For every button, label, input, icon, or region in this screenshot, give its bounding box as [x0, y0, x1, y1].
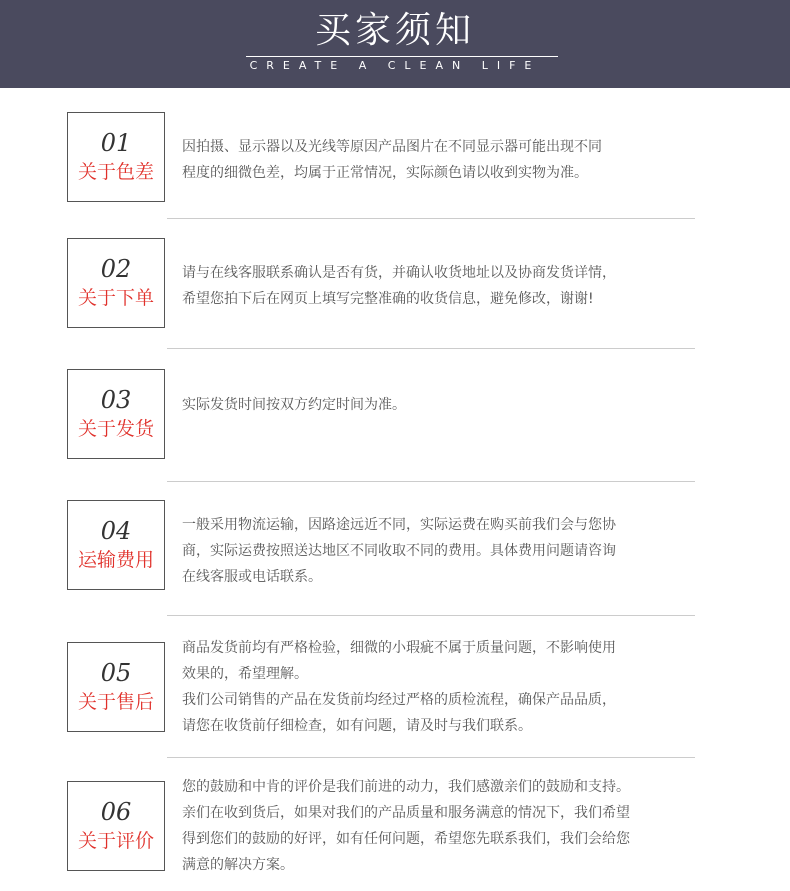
description-line: 请与在线客服联系确认是否有货，并确认收货地址以及协商发货详情， [182, 265, 616, 281]
description-line: 程度的细微色差，均属于正常情况，实际颜色请以收到实物为准。 [182, 165, 588, 181]
section-description [182, 635, 702, 739]
description-line: 在线客服或电话联系。 [182, 569, 322, 585]
section-number-box [67, 500, 165, 590]
section-label: 关于色差 [77, 161, 154, 183]
page-subtitle: CREATE A CLEAN LIFE [249, 59, 541, 72]
description-line: 效果的，希望理解。 [182, 666, 308, 682]
header-divider [246, 56, 558, 57]
description-line: 得到您们的鼓励的好评，如有任何问题，希望您先联系我们，我们会给您 [182, 831, 630, 847]
header-banner [0, 0, 790, 88]
description-line: 亲们在收到货后，如果对我们的产品质量和服务满意的情况下，我们希望 [182, 805, 630, 821]
section-number: 03 [100, 386, 132, 414]
section-number: 05 [100, 659, 132, 687]
section-number: 02 [100, 255, 132, 283]
description-line: 您的鼓励和中肯的评价是我们前进的动力，我们感激亲们的鼓励和支持。 [182, 779, 630, 795]
section-description [182, 774, 702, 878]
section-number-box [67, 369, 165, 459]
section-label: 关于评价 [77, 830, 154, 852]
section-number-box [67, 112, 165, 202]
description-line: 因拍摄、显示器以及光线等原因产品图片在不同显示器可能出现不同 [182, 139, 602, 155]
section-label: 关于发货 [77, 418, 154, 440]
description-line: 商品发货前均有严格检验，细微的小瑕疵不属于质量问题，不影响使用 [182, 640, 616, 656]
section-number-box [67, 642, 165, 732]
section-divider [167, 348, 695, 349]
section-description [182, 260, 702, 312]
description-line: 我们公司销售的产品在发货前均经过严格的质检流程，确保产品品质， [182, 692, 616, 708]
section-description [182, 512, 702, 590]
section-description [182, 134, 702, 186]
description-line: 商，实际运费按照送达地区不同收取不同的费用。具体费用问题请咨询 [182, 543, 616, 559]
page-title: 买家须知 [314, 10, 475, 51]
section-number: 06 [100, 798, 132, 826]
section-number: 04 [100, 517, 132, 545]
section-number: 01 [100, 129, 132, 157]
section-label: 关于售后 [77, 691, 154, 713]
section-label: 关于下单 [77, 287, 154, 309]
description-line: 实际发货时间按双方约定时间为准。 [182, 397, 406, 413]
section-number-box [67, 238, 165, 328]
description-line: 满意的解决方案。 [182, 857, 294, 873]
section-description [182, 392, 702, 418]
description-line: 请您在收货前仔细检查，如有问题，请及时与我们联系。 [182, 718, 532, 734]
section-divider [167, 615, 695, 616]
description-line: 一般采用物流运输，因路途远近不同，实际运费在购买前我们会与您协 [182, 517, 616, 533]
section-divider [167, 218, 695, 219]
section-divider [167, 757, 695, 758]
section-label: 运输费用 [77, 549, 154, 571]
section-number-box [67, 781, 165, 871]
section-divider [167, 481, 695, 482]
description-line: 希望您拍下后在网页上填写完整准确的收货信息，避免修改，谢谢! [182, 291, 594, 307]
